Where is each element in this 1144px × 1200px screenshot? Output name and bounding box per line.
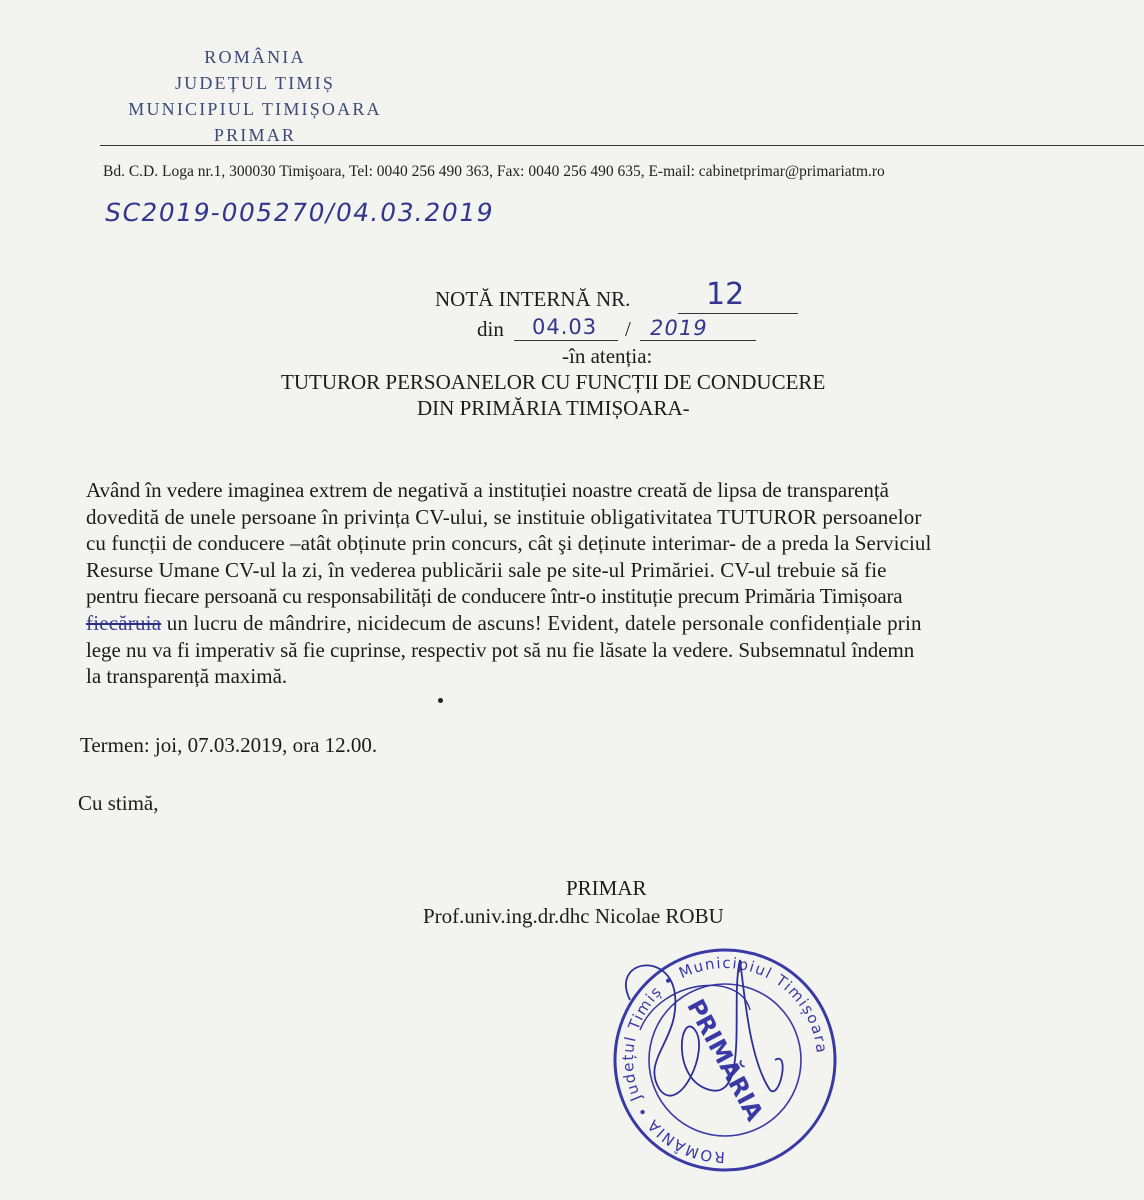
body-line: pentru fiecare persoană cu responsabilități de conducere într-o instituție precum Primăria Timișoara: [86, 584, 903, 609]
body-line-rest: un lucru de mândrire, nicidecum de ascuns! Evident, datele personale confidențiale prin: [161, 610, 922, 635]
stamp-center-text: PRIMĂRIA: [681, 994, 769, 1126]
number-underline: [678, 313, 798, 314]
body-line: lege nu va fi imperativ să fie cuprinse, respectiv pot să nu fie lăsate la vedere. Subsemnatul îndemn: [86, 637, 915, 662]
body-line: [86, 610, 1144, 637]
date-day: 04.03: [532, 315, 598, 339]
attention-line: -în atenția:: [562, 344, 653, 368]
date-day-underline: [514, 340, 618, 341]
official-stamp: [600, 940, 850, 1180]
date-year: 2019: [647, 316, 710, 340]
body-line: la transparență maximă.: [86, 664, 288, 689]
letterhead: [100, 44, 410, 148]
letterhead-office: PRIMAR: [213, 125, 297, 145]
date-year-underline: [640, 340, 756, 341]
recipient-line-2: DIN PRIMĂRIA TIMIȘOARA-: [417, 396, 690, 420]
body-line: Având în vedere imaginea extrem de negativă a instituției noastre creată de lipsa de transparență: [86, 478, 889, 502]
contact-address: Bd. C.D. Loga nr.1, 300030 Timişoara, Tel: 0040 256 490 363, Fax: 0040 256 490 635, E-mail: cabinetprimar@primariatm.ro: [103, 163, 885, 180]
recipient-line-1: TUTUROR PERSOANELOR CU FUNCȚII DE CONDUCERE: [281, 370, 826, 394]
stamp-outer-text: ROMÂNIA • Județul Timiș • Municipiul Timișoara: [618, 953, 831, 1167]
signature-title: PRIMAR: [566, 876, 647, 900]
closing-line: Cu stimă,: [78, 791, 159, 815]
deadline-line: Termen: joi, 07.03.2019, ora 12.00.: [80, 733, 378, 757]
letterhead-country: ROMÂNIA: [204, 47, 306, 67]
registration-number: SC2019-005270/04.03.2019: [102, 198, 497, 227]
date-separator: /: [625, 317, 631, 341]
body-paragraph: [86, 477, 1144, 690]
signatory-name: Prof.univ.ing.dr.dhc Nicolae ROBU: [423, 904, 724, 928]
date-label: din: [477, 317, 504, 341]
struck-word: fiecăruia: [86, 610, 162, 635]
body-line: Resurse Umane CV-ul la zi, în vederea publicării sale pe site-ul Primăriei. CV-ul trebuie să fie: [86, 557, 887, 582]
body-line: cu funcții de conducere –atât obținute prin concurs, cât şi deținute interimar- de a preda la Serviciul: [86, 531, 932, 556]
letterhead-municipality: MUNICIPIUL TIMIȘOARA: [128, 99, 382, 119]
note-number: 12: [706, 277, 745, 312]
note-title: NOTĂ INTERNĂ NR.: [435, 287, 631, 311]
letterhead-county: JUDEȚUL TIMIȘ: [174, 73, 336, 93]
body-line: dovedită de unele persoane în privința CV-ului, se instituie obligativitatea TUTUROR persoanelor: [86, 504, 922, 529]
ink-mark: [438, 698, 443, 703]
letterhead-divider: [100, 145, 1144, 146]
